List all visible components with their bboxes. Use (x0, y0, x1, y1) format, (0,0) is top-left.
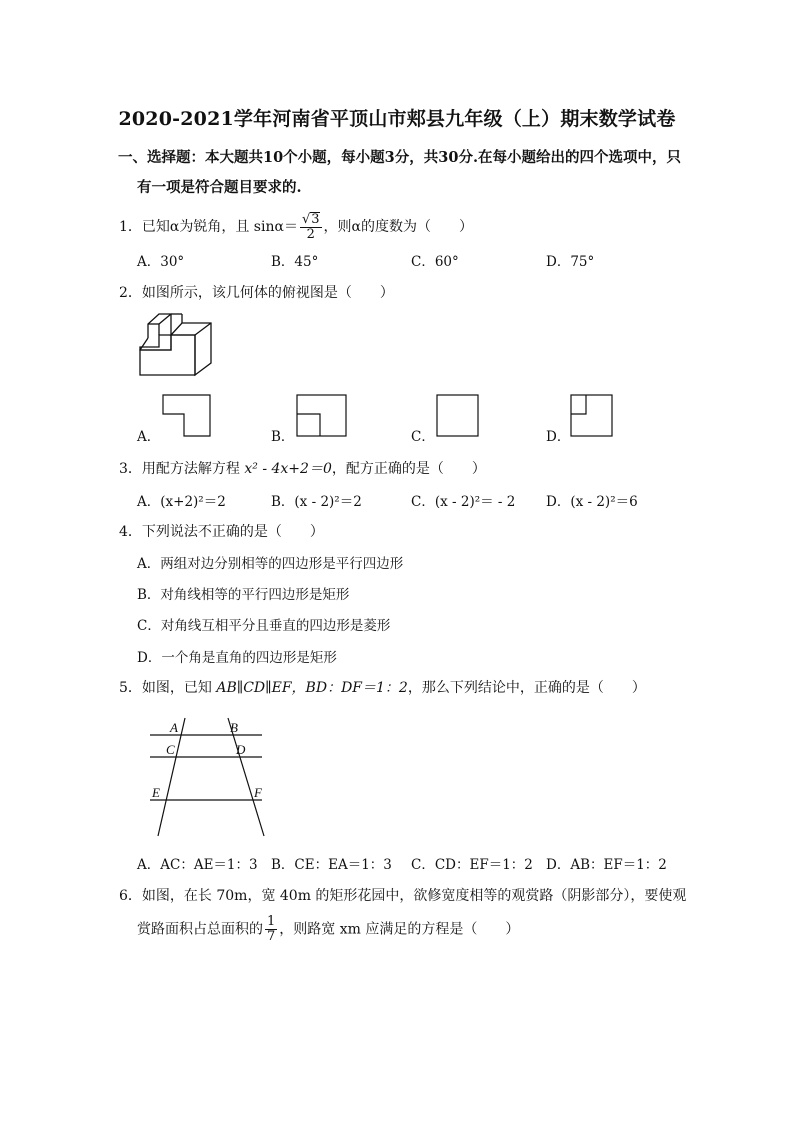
question-6-line2-post: ，则路宽 xm 应满足的方程是（ ） (279, 921, 520, 938)
point-label-e: E (152, 785, 160, 800)
question-4-option-d: D．一个角是直角的四边形是矩形 (137, 650, 337, 666)
question-3-equation: x² - 4x+2＝0 (244, 461, 332, 477)
question-5-option-b: B．CE：EA＝1：3 (271, 857, 392, 873)
question-5-pre: 5．如图，已知 (119, 680, 217, 696)
section-heading-line1: 一、选择题：本大题共10个小题，每小题3分，共30分.在每小题给出的四个选项中，只 (118, 149, 681, 166)
question-1-post: ，则α的度数为（ ） (323, 219, 473, 235)
point-label-d: D (236, 742, 246, 757)
option-c-view-diagram (436, 394, 480, 438)
question-2-option-a: A． (137, 429, 161, 445)
point-label-b: B (230, 720, 238, 735)
page-title: 2020-2021学年河南省平顶山市郏县九年级（上）期末数学试卷 (118, 108, 676, 130)
question-3-post: ，配方正确的是（ ） (331, 461, 486, 477)
question-1-option-c: C．60° (411, 254, 459, 270)
question-5-stem (119, 677, 646, 697)
question-3-option-d: D．(x - 2)²＝6 (546, 494, 638, 510)
question-4-option-a: A．两组对边分别相等的四边形是平行四边形 (137, 556, 404, 572)
question-1-option-d: D．75° (546, 254, 595, 270)
question-2-option-c: C． (411, 429, 435, 445)
question-5-option-d: D．AB：EF＝1：2 (546, 857, 667, 873)
question-6-line2 (137, 915, 519, 944)
question-2-stem: 2．如图所示，该几何体的俯视图是（ ） (119, 285, 394, 301)
question-1-pre: 1．已知α为锐角，且 sinα＝ (119, 219, 298, 235)
question-3-stem (119, 458, 486, 478)
option-a-view-diagram (162, 394, 212, 438)
question-5-post: ，那么下列结论中，正确的是（ ） (407, 680, 646, 696)
one-seventh-fraction (265, 915, 277, 944)
question-5-condition: AB∥CD∥EF，BD：DF＝1：2 (216, 680, 408, 696)
fraction-numerator: 3 (311, 212, 320, 227)
sqrt3-over-2-fraction: $\frac{√3}{2}$ (301, 212, 320, 242)
fraction-denominator: 2 (306, 227, 315, 242)
option-d-view-diagram (570, 394, 614, 438)
question-3-pre: 3．用配方法解方程 (119, 461, 245, 477)
question-5-option-c: C．CD：EF＝1：2 (411, 857, 533, 873)
question-6-line2-pre: 赏路面积占总面积的 (137, 921, 263, 938)
question-3-option-a: A．(x+2)²＝2 (137, 494, 226, 510)
question-1-option-b: B．45° (271, 254, 319, 270)
point-label-a: A (170, 720, 178, 735)
question-2-option-b: B． (271, 429, 295, 445)
solid-figure-diagram (138, 312, 218, 378)
question-2-option-d: D． (546, 429, 571, 445)
fraction-denominator: 7 (267, 929, 276, 944)
section-heading-line2: 有一项是符合题目要求的. (137, 179, 302, 196)
question-3-option-c: C．(x - 2)²＝ - 2 (411, 494, 516, 510)
question-1-option-a: A．30° (137, 254, 185, 270)
point-label-f: F (254, 785, 262, 800)
question-6-line1: 6．如图，在长 70m，宽 40m 的矩形花园中，欲修宽度相等的观赏路（阴影部分），要使观 (119, 888, 687, 904)
question-4-stem: 4．下列说法不正确的是（ ） (119, 524, 324, 540)
question-4-option-b: B．对角线相等的平行四边形是矩形 (137, 587, 350, 603)
question-1-stem (119, 212, 473, 242)
fraction-numerator: 1 (267, 914, 276, 929)
option-b-view-diagram (296, 394, 348, 438)
question-4-option-c: C．对角线互相平分且垂直的四边形是菱形 (137, 618, 391, 634)
parallel-lines-diagram (146, 716, 270, 840)
question-3-option-b: B．(x - 2)²＝2 (271, 494, 362, 510)
question-5-option-a: A．AC：AE＝1：3 (137, 857, 258, 873)
point-label-c: C (166, 742, 175, 757)
